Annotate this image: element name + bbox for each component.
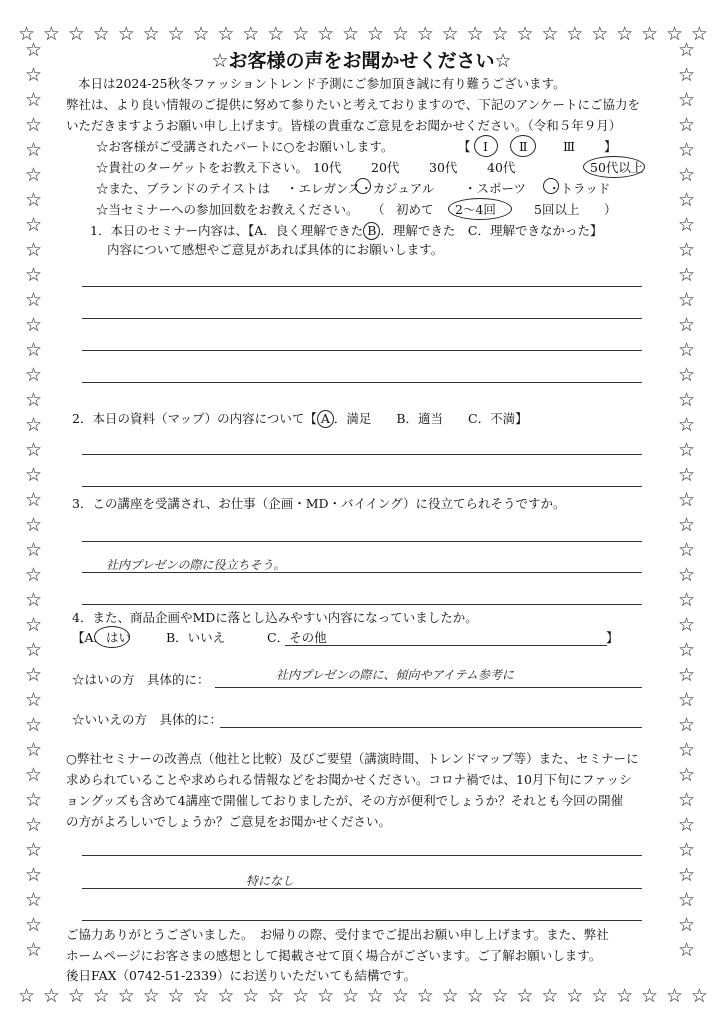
part-option-3[interactable]: Ⅲ: [563, 139, 576, 154]
circle-mark-trad: [543, 178, 559, 194]
left-border-star-icon: ☆: [25, 664, 43, 686]
bottom-border-star-icon: ☆: [267, 985, 285, 1007]
top-border-star-icon: ☆: [391, 23, 409, 45]
right-border-star-icon: ☆: [678, 414, 696, 436]
yes-detail-line: [215, 687, 642, 688]
right-border-star-icon: ☆: [678, 139, 696, 161]
bottom-border-star-icon: ☆: [391, 985, 409, 1007]
q4-option-no[interactable]: B．いいえ: [166, 630, 226, 645]
target-option-50s-plus[interactable]: 50代以上: [590, 160, 644, 175]
taste-option-trad[interactable]: ・トラッド: [548, 181, 611, 196]
right-border-star-icon: ☆: [678, 339, 696, 361]
left-border-star-icon: ☆: [25, 789, 43, 811]
bottom-border-star-icon: ☆: [491, 985, 509, 1007]
bottom-border-star-icon: ☆: [366, 985, 384, 1007]
taste-question: ☆また、ブランドのテイストは: [96, 181, 271, 196]
bottom-border-star-icon: ☆: [92, 985, 110, 1007]
left-border-star-icon: ☆: [25, 239, 43, 261]
target-option-40s[interactable]: 40代: [487, 160, 516, 175]
left-border-star-icon: ☆: [25, 839, 43, 861]
right-border-star-icon: ☆: [678, 814, 696, 836]
bottom-border-star-icon: ☆: [541, 985, 559, 1007]
q1-circled-b[interactable]: B: [363, 222, 380, 240]
q4-bracket-close: 】: [606, 630, 619, 645]
right-border-star-icon: ☆: [678, 764, 696, 786]
bottom-border-star-icon: ☆: [67, 985, 85, 1007]
improve-line-1: ○弊社セミナーの改善点（他社と比較）及びご要望（講演時間、トレンドマップ等）また、セミナーに: [66, 751, 639, 766]
top-border-star-icon: ☆: [167, 23, 185, 45]
no-detail-label: ☆いいえの方 具体的に：: [72, 712, 223, 727]
bottom-border-star-icon: ☆: [641, 985, 659, 1007]
top-border-star-icon: ☆: [416, 23, 434, 45]
bottom-border-star-icon: ☆: [616, 985, 634, 1007]
bottom-border-star-icon: ☆: [167, 985, 185, 1007]
left-border-star-icon: ☆: [25, 389, 43, 411]
left-border-star-icon: ☆: [25, 939, 43, 961]
intro-line-2: 弊社は、より良い情報のご提供に努めて参りたいと考えておりますので、下記のアンケートにご協力を: [66, 97, 641, 112]
q4-other-line: [285, 645, 607, 646]
bottom-border-star-icon: ☆: [441, 985, 459, 1007]
top-border-star-icon: ☆: [591, 23, 609, 45]
q1-answer-line-2: [82, 318, 642, 319]
top-border-star-icon: ☆: [42, 23, 60, 45]
right-border-star-icon: ☆: [678, 864, 696, 886]
right-border-star-icon: ☆: [678, 914, 696, 936]
q1-answer-line-4: [82, 382, 642, 383]
improve-answer-line-2: [82, 888, 642, 889]
right-border-star-icon: ☆: [678, 664, 696, 686]
bottom-border-star-icon: ☆: [242, 985, 260, 1007]
right-border-star-icon: ☆: [678, 389, 696, 411]
count-option-5-plus[interactable]: 5回以上: [534, 202, 580, 217]
left-border-star-icon: ☆: [25, 189, 43, 211]
q4-option-other[interactable]: C．その他: [267, 630, 327, 645]
left-border-star-icon: ☆: [25, 489, 43, 511]
bottom-border-star-icon: ☆: [292, 985, 310, 1007]
right-border-star-icon: ☆: [678, 114, 696, 136]
count-question: ☆当セミナーへの参加回数をお教えください。: [96, 202, 359, 217]
top-border-star-icon: ☆: [142, 23, 160, 45]
left-border-star-icon: ☆: [25, 814, 43, 836]
right-border-star-icon: ☆: [678, 164, 696, 186]
circle-mark-target: [583, 156, 645, 178]
part-option-2[interactable]: Ⅱ: [519, 139, 528, 154]
right-border-star-icon: ☆: [678, 614, 696, 636]
right-border-star-icon: ☆: [678, 264, 696, 286]
right-border-star-icon: ☆: [678, 64, 696, 86]
top-border-star-icon: ☆: [267, 23, 285, 45]
right-border-star-icon: ☆: [678, 239, 696, 261]
left-border-star-icon: ☆: [25, 514, 43, 536]
q2-circled-a[interactable]: A: [317, 410, 334, 428]
bottom-border-star-icon: ☆: [317, 985, 335, 1007]
top-border-star-icon: ☆: [665, 23, 684, 45]
taste-option-casual[interactable]: ・カジュアル: [360, 181, 435, 196]
right-border-star-icon: ☆: [678, 89, 696, 111]
top-border-star-icon: ☆: [366, 23, 384, 45]
q4-option-yes[interactable]: 【A．はい: [72, 630, 132, 645]
right-border-star-icon: ☆: [678, 714, 696, 736]
top-border-star-icon: ☆: [117, 23, 135, 45]
intro-line-1: 本日は2024-25秋冬ファッショントレンド予測にご参加頂き誠に有り難うございます。: [78, 76, 566, 91]
left-border-star-icon: ☆: [25, 64, 43, 86]
circle-mark-count: [448, 198, 512, 220]
left-border-star-icon: ☆: [25, 764, 43, 786]
q4-text: 4．また、商品企画やMDに落とし込みやすい内容になっていましたか。: [72, 610, 478, 625]
top-border-star-icon: ☆: [317, 23, 335, 45]
bottom-border-star-icon: ☆: [690, 985, 708, 1007]
count-paren-open: （: [372, 202, 385, 217]
intro-line-3: いただきますようお願い申し上げます。皆様の貴重なご意見をお聞かせください。（令和５年９月）: [66, 118, 622, 133]
q1-answer-line-1: [82, 286, 642, 287]
right-border-star-icon: ☆: [678, 489, 696, 511]
bottom-border-star-icon: ☆: [591, 985, 609, 1007]
improve-answer-line-3: [82, 920, 642, 921]
left-border-star-icon: ☆: [25, 364, 43, 386]
top-border-star-icon: ☆: [441, 23, 459, 45]
top-border-star-icon: ☆: [566, 23, 584, 45]
star-border-bottom: [18, 986, 708, 1006]
top-border-star-icon: ☆: [92, 23, 110, 45]
count-paren-close: ）: [604, 202, 617, 217]
right-border-star-icon: ☆: [678, 639, 696, 661]
part-bracket-open: 【: [458, 139, 471, 154]
q2-answer-line-1: [82, 454, 642, 455]
q1-part-b: ．理解できた C．理解できなかった】: [380, 223, 603, 238]
circle-mark-part-2: [510, 135, 536, 157]
q2-rest: ．満足 B．適当 C．不満】: [333, 411, 528, 426]
q1-text: [90, 222, 603, 240]
q2-text: [72, 410, 528, 428]
bottom-border-star-icon: ☆: [117, 985, 135, 1007]
top-border-star-icon: ☆: [491, 23, 509, 45]
improve-line-3: ョングッズも含めて4講座で開催しておりましたが、その方が便利でしょうか？それとも今回の開催: [66, 793, 624, 808]
yes-detail-handwritten-answer: 社内プレゼンの際に、傾向やアイテム参考に: [276, 668, 514, 682]
part-option-1[interactable]: Ⅰ: [483, 139, 488, 154]
left-border-star-icon: ☆: [25, 164, 43, 186]
target-option-30s[interactable]: 30代: [429, 160, 458, 175]
right-border-star-icon: ☆: [678, 439, 696, 461]
left-border-star-icon: ☆: [25, 739, 43, 761]
footer-line-1: ご協力ありがとうございました。 お帰りの際、受付までご提出お願い申し上げます。また、弊社: [66, 927, 609, 942]
yes-detail-label: ☆はいの方 具体的に：: [72, 672, 210, 687]
right-border-star-icon: ☆: [678, 514, 696, 536]
no-detail-line: [220, 727, 642, 728]
bottom-border-star-icon: ☆: [566, 985, 584, 1007]
left-border-star-icon: ☆: [25, 89, 43, 111]
part-question: ☆お客様がご受講されたパートに○をお願いします。: [96, 139, 394, 154]
left-border-star-icon: ☆: [25, 414, 43, 436]
top-border-star-icon: ☆: [616, 23, 634, 45]
left-border-star-icon: ☆: [25, 339, 43, 361]
star-border-left: [25, 40, 42, 960]
right-border-star-icon: ☆: [678, 539, 696, 561]
top-border-star-icon: ☆: [641, 23, 659, 45]
count-option-2-4[interactable]: 2～4回: [455, 202, 496, 217]
left-border-star-icon: ☆: [25, 639, 43, 661]
left-border-star-icon: ☆: [25, 439, 43, 461]
improve-line-2: 求められていることや求められる情報などをお聞かせください。コロナ禍では、10月下旬にファッシ: [66, 772, 632, 787]
q1-part-a: 1．本日のセミナー内容は、【A．良く理解できた: [90, 223, 364, 238]
target-question: ☆貴社のターゲットをお教え下さい。: [96, 160, 309, 175]
right-border-star-icon: ☆: [678, 589, 696, 611]
top-border-star-icon: ☆: [192, 23, 210, 45]
right-border-star-icon: ☆: [678, 289, 696, 311]
footer-line-3: 後日FAX（0742-51-2339）にお送りいただいても結構です。: [66, 968, 416, 983]
q3-text: 3．この講座を受講され、お仕事（企画・MD・バイイング）に役立てられそうですか。: [72, 496, 566, 511]
q2-prefix: 2．本日の資料（マップ）の内容について【: [72, 411, 317, 426]
left-border-star-icon: ☆: [25, 864, 43, 886]
circle-mark-part-1: [474, 135, 498, 157]
left-border-star-icon: ☆: [25, 314, 43, 336]
top-border-star-icon: ☆: [67, 23, 85, 45]
q3-answer-line-1: [82, 541, 642, 542]
top-border-star-icon: ☆: [242, 23, 260, 45]
bottom-border-star-icon: ☆: [42, 985, 60, 1007]
right-border-star-icon: ☆: [678, 939, 696, 961]
count-option-first[interactable]: 初めて: [396, 202, 434, 217]
bottom-border-star-icon: ☆: [142, 985, 160, 1007]
top-border-star-icon: ☆: [690, 23, 708, 45]
improve-handwritten-answer: 特になし: [246, 874, 295, 888]
q3-handwritten-answer: 社内プレゼンの際に役立ちそう。: [106, 558, 286, 572]
left-border-star-icon: ☆: [25, 264, 43, 286]
left-border-star-icon: ☆: [25, 589, 43, 611]
right-border-star-icon: ☆: [678, 739, 696, 761]
bottom-border-star-icon: ☆: [466, 985, 484, 1007]
part-bracket-close: 】: [604, 139, 617, 154]
right-border-star-icon: ☆: [678, 839, 696, 861]
left-border-star-icon: ☆: [25, 889, 43, 911]
left-border-star-icon: ☆: [25, 914, 43, 936]
left-border-star-icon: ☆: [25, 464, 43, 486]
star-border-top: [18, 24, 708, 44]
top-border-star-icon: ☆: [341, 23, 360, 45]
circle-mark-yes: [94, 626, 130, 648]
right-border-star-icon: ☆: [678, 789, 696, 811]
top-border-star-icon: ☆: [516, 23, 534, 45]
top-border-star-icon: ☆: [541, 23, 559, 45]
right-border-star-icon: ☆: [678, 189, 696, 211]
left-border-star-icon: ☆: [25, 539, 43, 561]
left-border-star-icon: ☆: [25, 714, 43, 736]
left-border-star-icon: ☆: [25, 564, 43, 586]
target-option-20s[interactable]: 20代: [371, 160, 400, 175]
improve-answer-line-1: [82, 855, 642, 856]
left-border-star-icon: ☆: [25, 214, 43, 236]
left-border-star-icon: ☆: [25, 39, 43, 61]
right-border-star-icon: ☆: [678, 39, 696, 61]
top-border-star-icon: ☆: [292, 23, 310, 45]
q1-answer-line-3: [82, 350, 642, 351]
right-border-star-icon: ☆: [678, 464, 696, 486]
bottom-border-star-icon: ☆: [341, 985, 360, 1007]
bottom-border-star-icon: ☆: [192, 985, 210, 1007]
top-border-star-icon: ☆: [466, 23, 484, 45]
bottom-border-star-icon: ☆: [416, 985, 434, 1007]
taste-option-sports[interactable]: ・スポーツ: [464, 181, 527, 196]
right-border-star-icon: ☆: [678, 564, 696, 586]
top-border-star-icon: ☆: [18, 23, 36, 45]
survey-title: ☆お客様の声をお聞かせください☆: [211, 50, 512, 72]
q2-answer-line-2: [82, 486, 642, 487]
improve-line-4: の方がよろしいでしょうか？ご意見をお聞かせください。: [66, 814, 392, 829]
right-border-star-icon: ☆: [678, 314, 696, 336]
right-border-star-icon: ☆: [678, 689, 696, 711]
right-border-star-icon: ☆: [678, 889, 696, 911]
bottom-border-star-icon: ☆: [18, 985, 36, 1007]
bottom-border-star-icon: ☆: [665, 985, 684, 1007]
q1-subtext: 内容について感想やご意見があれば具体的にお願いします。: [107, 242, 444, 257]
bottom-border-star-icon: ☆: [516, 985, 534, 1007]
left-border-star-icon: ☆: [25, 689, 43, 711]
target-option-10s[interactable]: 10代: [313, 160, 342, 175]
taste-option-elegance[interactable]: ・エレガンス: [286, 181, 361, 196]
q3-answer-line-3: [82, 604, 642, 605]
circle-mark-casual: [355, 178, 371, 194]
right-border-star-icon: ☆: [678, 364, 696, 386]
footer-line-2: ホームページにお客さまの感想として掲載させて頂く場合がございます。ご了解お願いします。: [66, 948, 602, 963]
top-border-star-icon: ☆: [217, 23, 235, 45]
left-border-star-icon: ☆: [25, 289, 43, 311]
q3-answer-line-2: [82, 572, 642, 573]
bottom-border-star-icon: ☆: [217, 985, 235, 1007]
left-border-star-icon: ☆: [25, 114, 43, 136]
right-border-star-icon: ☆: [678, 214, 696, 236]
left-border-star-icon: ☆: [25, 614, 43, 636]
star-border-right: [678, 40, 695, 960]
left-border-star-icon: ☆: [25, 139, 43, 161]
